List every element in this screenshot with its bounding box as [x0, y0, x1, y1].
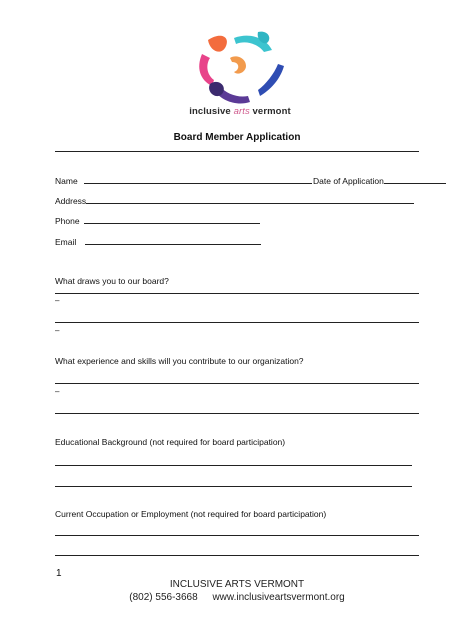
address-row [55, 195, 414, 206]
date-field[interactable] [384, 175, 446, 184]
footer-org-name: INCLUSIVE ARTS VERMONT [169, 579, 305, 590]
answer-line[interactable] [55, 535, 419, 536]
email-row [55, 236, 261, 247]
date-label: Date of Application [313, 176, 384, 186]
answer-line[interactable] [55, 383, 419, 384]
email-field[interactable] [85, 236, 261, 245]
answer-line[interactable] [55, 413, 419, 414]
logo-wordmark [160, 106, 320, 117]
date-row [313, 175, 446, 186]
name-label: Name [55, 176, 78, 186]
email-label: Email [55, 237, 77, 247]
answer-line[interactable] [55, 322, 419, 323]
question-label: What draws you to our board? [55, 276, 169, 286]
page-number: 1 [56, 568, 62, 579]
question-label: Current Occupation or Employment (not required for board participation) [55, 509, 327, 519]
answer-line[interactable] [55, 465, 412, 466]
address-label: Address [55, 196, 87, 206]
footer-contact [0, 591, 474, 604]
logo-text-arts: arts [233, 106, 250, 117]
answer-line[interactable] [55, 293, 419, 294]
name-row [55, 175, 312, 186]
dash-mark: – [55, 326, 60, 335]
logo-brushstrokes-icon [190, 28, 290, 108]
question-label: Educational Background (not required for board participation) [55, 437, 286, 447]
title-divider [55, 151, 419, 152]
page-title: Board Member Application [173, 132, 301, 143]
logo-text-suffix: vermont [249, 106, 291, 117]
dash-mark: – [55, 387, 60, 396]
name-field[interactable] [84, 175, 312, 184]
footer-phone: (802) 556-3668 [129, 592, 198, 603]
logo-text-prefix: inclusive [189, 106, 234, 117]
address-field[interactable] [86, 195, 414, 204]
footer [0, 578, 474, 604]
answer-line[interactable] [55, 486, 412, 487]
footer-website-link[interactable]: www.inclusiveartsvermont.org [212, 592, 345, 603]
question-label: What experience and skills will you contribute to our organization? [55, 356, 304, 366]
phone-field[interactable] [84, 215, 260, 224]
answer-line[interactable] [55, 555, 419, 556]
phone-row [55, 215, 260, 226]
dash-mark: – [55, 296, 60, 305]
phone-label: Phone [55, 216, 80, 226]
